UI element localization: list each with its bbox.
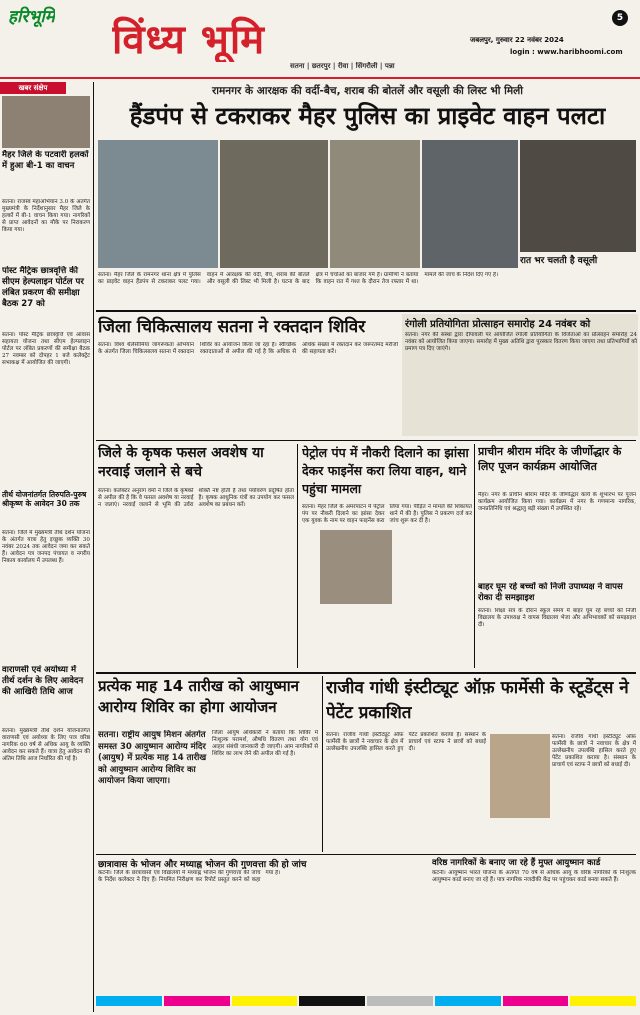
masthead — [0, 0, 640, 62]
brand-logo: हरिभूमि — [8, 7, 55, 27]
lead-kicker: रामनगर के आरक्षक की वर्दी-बैच, शराब की बोतलें और वसूली की लिस्ट भी मिली — [212, 85, 523, 97]
row-rule-2 — [96, 672, 636, 674]
lead-photo-5 — [520, 140, 636, 252]
lead-headline: हैंडपंप से टकराकर मैहर पुलिस का प्राइवेट वाहन पलटा — [129, 102, 606, 130]
row-rule-1 — [96, 440, 636, 441]
lead-bottom-rule — [96, 310, 636, 312]
reg-magenta-2 — [503, 996, 569, 1006]
lead-photo-4 — [422, 140, 518, 268]
sidebar-headline-3: तीर्थ योजनांतर्गत तिरुपति-पुरुष श्रीकृष्ण के आवेदन 30 तक — [2, 490, 87, 508]
farmers-headline: जिले के कृषक फसल अवशेष या नरवाई जलाने से बचे — [98, 445, 264, 480]
sidebar-body-1: सतना। राजस्व महाअभियान 3.0 के अंतर्गत मुख्यमंत्री के निर्देशानुसार मैहर जिले के हल्कों में बी-1 वाचन किया गया। नागरिकों से प्राप्त आवेदनों का मौके पर निराकरण किया गया। — [2, 199, 90, 233]
sidebar-headline-2: पोस्ट मैट्रिक छात्रवृत्ति की सीएम हेल्पलाइन पोर्टल पर लंबित प्रकरण की समीक्षा बैठक 27 को — [2, 266, 84, 309]
midday-headline: छात्रावास के भोजन और मध्याह्न भोजन की गुणवत्ता की हो जांच — [98, 860, 307, 869]
col-divider-2 — [474, 444, 475, 668]
row-rule-3 — [96, 854, 636, 855]
temple-sub-headline: बाहर घूम रहे बच्चों को निजी उपाध्यक्ष ने वापस रोका दी समझाइश — [478, 582, 623, 603]
rajiv-body-cont: सतना। राजीव गांधी इंस्टीट्यूट ऑफ़ फार्मेसी के छात्रों ने नवाचार के क्षेत्र में उल्लेखनीय उपलब्धि हासिल करते हुए पेटेंट प्रकाशित कराया है। संस्थान के प्राचार्य एवं स्टाफ ने छात्रों को बधाई दी। — [552, 734, 636, 768]
rangoli-headline: रंगोली प्रतियोगिता प्रोत्साहन समारोह 24 नवंबर को — [405, 319, 591, 330]
sidebar-headline-1: मैहर जिले के पटवारी हलकों में हुआ बी-1 का वाचन — [2, 150, 89, 171]
lead-photo-caption: रात भर चलती है वसूली — [520, 256, 598, 266]
registration-strip — [96, 996, 636, 1006]
masthead-divider — [0, 77, 640, 79]
col-divider-3 — [322, 676, 323, 852]
rajiv-body: सतना। राजीव गांधी इंस्टीट्यूट ऑफ़ फार्मेसी के छात्रों ने नवाचार के क्षेत्र में उल्लेखनीय उपलब्धि हासिल करते हुए पेटेंट प्रकाशित कराया है। संस्थान के प्राचार्य एवं स्टाफ ने छात्रों को बधाई दी। — [326, 732, 486, 752]
temple-sub-body: सतना। शिक्षा सत्र के दौरान स्कूल समय में बाहर घूम रहे बच्चों को निजी विद्यालय के उपाध्यक्ष ने वापस विद्यालय भेजा और अभिभावकों को समझाइश दी। — [478, 608, 636, 628]
reg-cyan — [96, 996, 162, 1006]
city-list: सतना | छतरपुर | रीवा | सिंगरौली | पन्ना — [290, 62, 395, 70]
lead-body: सतना। मैहर जिले के रामनगर थाना क्षेत्र में पुलिस का प्राइवेट वाहन हैंडपंप से टकराकर पलट गया। वाहन में आरक्षक की वर्दी, बैच, शराब की बोतलें और वसूली की लिस्ट भी मिली है। घटना के बाद क्षेत्र में चर्चाओं का बाजार गर्म है। ग्रामीणों ने बताया कि वाहन रात में गश्त के दौरान तेज रफ्तार में था। मामले की जांच के निर्देश दिए गए हैं। — [98, 272, 499, 285]
page-number: 5 — [612, 10, 628, 26]
rajiv-headline: राजीव गांधी इंस्टीट्यूट ऑफ़ फार्मेसी के स्टूडेंट्स ने पेटेंट प्रकाशित — [326, 678, 629, 723]
rajiv-photo — [490, 734, 550, 818]
login-link[interactable]: login : www.haribhoomi.com — [510, 48, 623, 56]
rangoli-body: सतना। नगर की संस्था द्वारा दीपावली पर आयोजित रंगोली प्रतियोगिता के विजेताओं का प्रोत्साहन समारोह 24 नवंबर को आयोजित किया जाएगा। समारोह में मुख्य अतिथि द्वारा पुरस्कार वितरण किया जाएगा तथा प्रतिभागियों को प्रमाण पत्र दिए जाएंगे। — [405, 332, 637, 352]
senior-headline: वरिष्ठ नागरिकों के बनाए जा रहे हैं मुफ्त आयुष्मान कार्ड — [432, 858, 601, 868]
senior-body: कटनी। आयुष्मान भारत योजना के अंतर्गत 70 वर्ष से अधिक आयु के वरिष्ठ नागरिकों के निःशुल्क आयुष्मान कार्ड बनाए जा रहे हैं। पात्र नागरिक नजदीकी केंद्र पर पहुंचकर कार्ड बनवा सकते हैं। — [432, 870, 636, 883]
blood-body: सतना। विश्व थैलेसीमिया जागरूकता अभियान के अंतर्गत जिला चिकित्सालय सतना में रक्तदान शिविर का आयोजन किया जा रहा है। स्वैच्छिक रक्तदाताओं से अपील की गई है कि अधिक से अधिक संख्या में रक्तदान कर जरूरतमंद मरीजों की सहायता करें। — [98, 342, 398, 355]
sidebar-body-3: सतना। जिले में मुख्यमंत्री तीर्थ दर्शन योजना के अंतर्गत यात्रा हेतु इच्छुक व्यक्ति 30 नवंबर 2024 तक आवेदन जमा कर सकते हैं। आवेदन पत्र जनपद पंचायत व नगरीय निकाय कार्यालय में उपलब्ध हैं। — [2, 530, 90, 564]
farmers-body: सतना। कलेक्टर अनुराग वर्मा ने जिले के कृषकों से अपील की है कि वे फसल अवशेष या नरवाई न जलाएं। नरवाई जलाने से भूमि की उर्वरा शक्ति नष्ट होती है तथा पर्यावरण प्रदूषित होता है। कृषक आधुनिक यंत्रों का उपयोग कर फसल अवशेष का प्रबंधन करें। — [98, 488, 294, 508]
reg-cyan-2 — [435, 996, 501, 1006]
sidebar-body-4: सतना। मुख्यमंत्री तीर्थ दर्शन योजनांतर्गत वाराणसी एवं अयोध्या के लिए पात्र वरिष्ठ नागरिक 60 वर्ष से अधिक आयु के व्यक्ति आवेदन कर सकते हैं। यात्रा हेतु आवेदन की अंतिम तिथि आज निर्धारित की गई है। — [2, 728, 90, 762]
temple-body: मैहर। नगर के प्राचीन श्रीराम मंदिर के जीर्णोद्धार कार्य के शुभारंभ पर पूजन कार्यक्रम आयोजित किया गया। कार्यक्रम में नगर के गणमान्य नागरिक, जनप्रतिनिधि एवं श्रद्धालु बड़ी संख्या में उपस्थित रहे। — [478, 492, 636, 512]
ayushman-headline: प्रत्येक माह 14 तारीख को आयुष्मान आरोग्य शिविर का होगा आयोजन — [98, 677, 299, 716]
petrol-headline: पेट्रोल पंप में नौकरी दिलाने का झांसा देकर फाइनेंस करा लिया वाहन, थाने पहुंचा मामला — [302, 445, 469, 496]
petrol-body: सतना। मैहर जिले के अमरपाटन में पेट्रोल पंप पर नौकरी दिलाने का झांसा देकर एक युवक के नाम पर वाहन फाइनेंस करा लिया गया। पीड़ित ने मामले की शिकायत थाने में की है। पुलिस ने प्रकरण दर्ज कर जांच शुरू कर दी है। — [302, 504, 472, 524]
sidebar-headline-4: वाराणसी एवं अयोध्या में तीर्थ दर्शन के लिए आवेदन की आखिरी तिथि आज — [2, 665, 84, 697]
sidebar-divider — [93, 82, 94, 1012]
reg-gray — [367, 996, 433, 1006]
lead-photo-2 — [220, 140, 328, 268]
dateline: जबलपुर, गुरुवार 22 नवंबर 2024 — [470, 36, 564, 44]
reg-magenta — [164, 996, 230, 1006]
midday-body: कटनी। जिले के छात्रावासों एवं विद्यालयों में मध्याह्न भोजन की गुणवत्ता की जांच के निर्देश कलेक्टर ने दिए हैं। नियमित निरीक्षण कर रिपोर्ट प्रस्तुत करने को कहा गया है। — [98, 870, 281, 883]
col-divider-1 — [297, 444, 298, 668]
lead-photo-1 — [98, 140, 218, 268]
ayushman-deck: सतना। राष्ट्रीय आयुष मिशन अंतर्गत समस्त 30 आयुष्मान आरोग्य मंदिर (आयुष) में प्रत्येक माह 14 तारीख को आयुष्मान आरोग्य शिविर का आयोजन किया जाएगा। — [98, 730, 207, 786]
blood-headline: जिला चिकित्सालय सतना ने रक्तदान शिविर — [98, 317, 366, 337]
temple-headline: प्राचीन श्रीराम मंदिर के जीर्णोद्धार के लिए पूजन कार्यक्रम आयोजित — [478, 445, 622, 473]
sidebar-photo — [2, 96, 90, 148]
ayushman-body: जिला आयुष अधिकारी ने बताया कि शिविर में निःशुल्क परामर्श, औषधि वितरण तथा योग एवं आहार संबंधी जानकारी दी जाएगी। आम नागरिकों से शिविर का लाभ लेने की अपील की गई है। — [212, 730, 318, 757]
section-title: विंध्य भूमि — [112, 16, 266, 62]
reg-yellow-2 — [570, 996, 636, 1006]
news-brief-tag: खबर संक्षेप — [0, 82, 66, 94]
reg-yellow — [232, 996, 298, 1006]
lead-photo-3 — [330, 140, 420, 268]
reg-black — [299, 996, 365, 1006]
sidebar-body-2: सतना। पोस्ट मैट्रिक छात्रवृत्ति एवं आवास सहायता योजना तथा सीएम हेल्पलाइन पोर्टल पर लंबित प्रकरणों की समीक्षा बैठक 27 नवम्बर को दोपहर 1 बजे कलेक्ट्रेट सभाकक्ष में आयोजित की जाएगी। — [2, 332, 90, 366]
